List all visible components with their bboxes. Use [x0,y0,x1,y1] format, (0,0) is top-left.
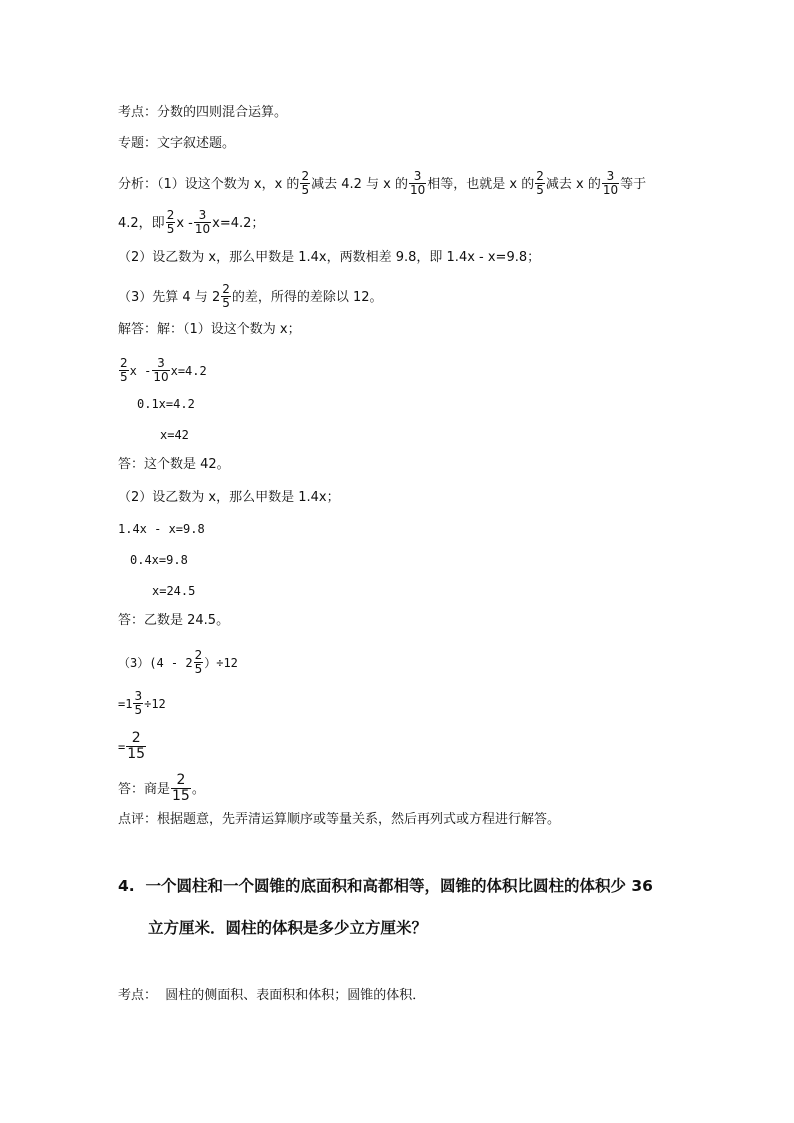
analysis-text: 相等，也就是 x 的 [427,177,535,192]
analysis-text: x=4.2； [212,216,265,231]
kaodian-line: 考点：分数的四则混合运算。 [118,105,288,120]
equation-text: ÷12 [144,697,166,711]
answer-text: 。 [191,782,205,797]
analysis-text: 的差，所得的差除以 12。 [231,290,383,305]
solution-3-answer [118,774,205,805]
kaodian-text: 圆柱的侧面积、表面积和体积；圆锥的体积． [165,988,426,1003]
question-number: 4. [118,877,135,895]
analysis-text: 等于 [620,177,647,192]
fraction: $\frac{2}{5}$ [536,169,544,197]
question-4-kaodian [118,988,425,1004]
question-4-line-1 [118,878,653,894]
equation-text: x - [129,364,152,378]
analysis-text: 减去 x 的 [545,177,601,192]
solution-1-step-2: 0.1x=4.2 [137,397,195,411]
solution-3-step-3 [118,732,147,763]
analysis-text: 分析：（1）设这个数为 x，x 的 [118,177,300,192]
equation-text: = [118,740,126,754]
analysis-line-2 [118,210,264,237]
solution-2-head: （2）设乙数为 x，那么甲数是 1.4x； [118,490,340,505]
fraction: $\frac{3}{10}$ [194,208,211,236]
equation-text: x=4.2 [170,364,207,378]
solution-1-answer: 答：这个数是 42。 [118,457,230,472]
answer-text: 答：商是 [118,782,171,797]
solution-2-step-3: x=24.5 [152,584,196,598]
analysis-text: x - [176,216,193,231]
equation-text: ）÷12 [204,656,238,670]
fraction: $\frac{3}{10}$ [602,169,619,197]
fraction: $\frac{2}{5}$ [301,169,310,197]
analysis-text: 4.2，即 [118,216,165,231]
fraction: $\frac{2}{5}$ [166,208,175,236]
equation-text: =1 [118,697,133,711]
kaodian-label: 考点： [118,988,158,1003]
fraction: $\frac{2}{15}$ [127,730,146,762]
solution-3-step-2 [118,691,166,718]
analysis-text: 减去 4.2 与 x 的 [311,177,408,192]
fraction: $\frac{2}{5}$ [194,648,203,676]
solution-head: 解答：解：（1）设这个数为 x； [118,322,301,337]
solution-3-expression [118,650,238,677]
equation-text: （3）(4 - 2 [118,656,193,670]
solution-1-equation [118,358,207,385]
question-text: 一个圆柱和一个圆锥的底面积和高都相等，圆锥的体积比圆柱的体积少 36 [145,877,653,895]
solution-2-step-2: 0.4x=9.8 [130,553,188,567]
analysis-line-1 [118,171,646,198]
solution-2-answer: 答：乙数是 24.5。 [118,613,230,628]
question-4-line-2: 立方厘米．圆柱的体积是多少立方厘米？ [148,919,428,937]
analysis-line-4 [118,284,383,311]
fraction: $\frac{3}{5}$ [134,689,143,717]
zhuanti-line: 专题：文字叙述题。 [118,136,236,151]
fraction: $\frac{2}{5}$ [222,282,230,310]
fraction: $\frac{2}{15}$ [172,772,190,804]
solution-2-step-1: 1.4x - x=9.8 [118,522,205,536]
analysis-line-3: （2）设乙数为 x，那么甲数是 1.4x，两数相差 9.8，即 1.4x - x=9.8； [118,250,541,265]
analysis-text: （3）先算 4 与 2 [118,290,221,305]
fraction: $\frac{3}{10}$ [409,169,426,197]
solution-1-step-3: x=42 [160,428,189,442]
fraction: $\frac{2}{5}$ [120,356,128,384]
dianping-line: 点评：根据题意，先弄清运算顺序或等量关系，然后再列式或方程进行解答。 [118,812,561,827]
fraction: $\frac{3}{10}$ [153,356,169,384]
